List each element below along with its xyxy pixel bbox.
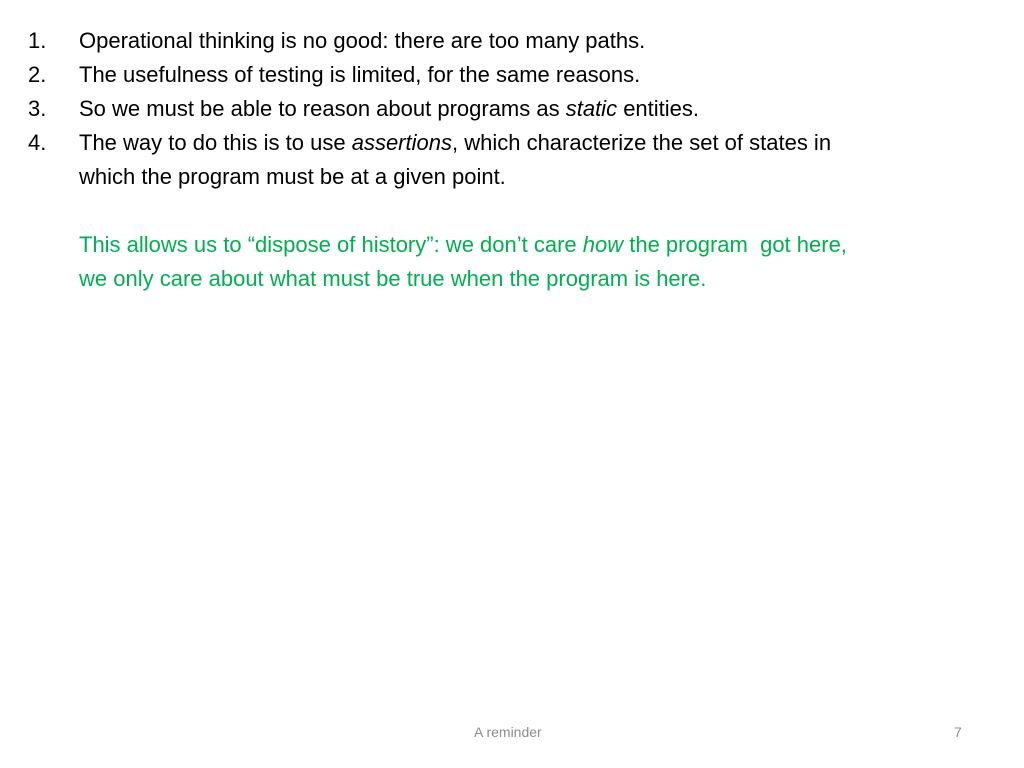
list-item-1 — [28, 24, 1008, 58]
footer-title: A reminder — [474, 724, 542, 740]
list-text-line: which the program must be at a given point. — [79, 164, 506, 189]
emphasis-assertions: assertions — [351, 130, 452, 155]
list-text-line: The way to do this is to use assertions, which characterize the set of states in — [79, 130, 832, 155]
list-number: 1. — [28, 28, 47, 53]
list-number: 3. — [28, 96, 47, 121]
slide-content — [28, 24, 1008, 296]
list-item-4 — [28, 126, 1008, 194]
list-item-3 — [28, 92, 1008, 126]
list-number: 4. — [28, 130, 47, 155]
page-number: 7 — [954, 724, 962, 740]
list-number: 2. — [28, 62, 47, 87]
note-line-2: we only care about what must be true when the program is here. — [79, 266, 707, 291]
emphasis-static: static — [565, 96, 618, 121]
list-text: The usefulness of testing is limited, for the same reasons. — [79, 62, 641, 87]
list-text: So we must be able to reason about programs as static entities. — [79, 96, 700, 121]
emphasis-how: how — [582, 232, 624, 257]
note-line-1: This allows us to “dispose of history”: we don’t care how the program got here, — [79, 232, 847, 257]
list-text — [79, 126, 1008, 194]
list-item-2 — [28, 58, 1008, 92]
green-note — [79, 228, 1008, 296]
list-text: Operational thinking is no good: there are too many paths. — [79, 28, 646, 53]
